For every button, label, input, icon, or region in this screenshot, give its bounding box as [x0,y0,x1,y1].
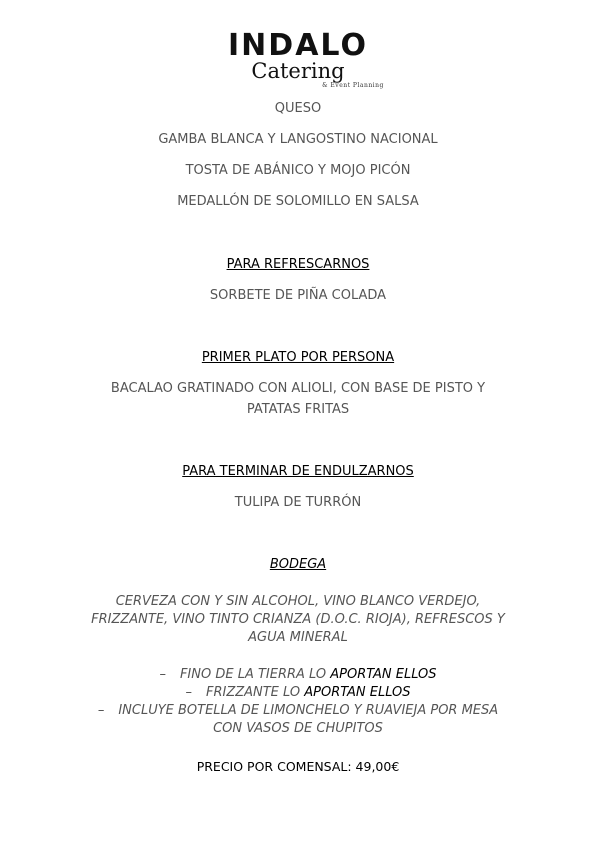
note-emphasis: APORTAN ELLOS [304,685,411,700]
bodega-note [0,666,596,684]
note-dash: – [159,667,166,682]
starter-item: TOSTA DE ABÁNICO Y MOJO PICÓN [185,163,411,178]
logo-subtitle: Catering [251,59,345,83]
starter-item: QUESO [274,101,322,116]
logo [0,30,596,90]
dessert-item: TULIPA DE TURRÓN [234,495,362,510]
note-text: INCLUYE BOTELLA DE LIMONCHELO Y RUAVIEJA POR MESA [118,703,499,718]
section-heading-first: PRIMER PLATO POR PERSONA [201,350,395,365]
note-dash: – [97,703,105,718]
starter-item: MEDALLÓN DE SOLOMILLO EN SALSA [177,194,419,209]
logo-tagline: & Event Planning [322,82,384,89]
bodega-line: FRIZZANTE, VINO TINTO CRIANZA (D.O.C. RIOJA), REFRESCOS Y [91,612,505,627]
bodega-line: AGUA MINERAL [248,630,348,645]
first-course-line: BACALAO GRATINADO CON ALIOLI, CON BASE DE PISTO Y [110,381,486,396]
bodega-note [0,702,596,720]
first-course-line: PATATAS FRITAS [246,402,350,417]
starter-item: GAMBA BLANCA Y LANGOSTINO NACIONAL [158,132,438,147]
note-text: FINO DE LA TIERRA LO [179,667,331,682]
logo-title: INDALO [228,28,368,63]
bodega-note [0,684,596,702]
bodega-note-continued: CON VASOS DE CHUPITOS [213,721,383,736]
section-heading-dessert: PARA TERMINAR DE ENDULZARNOS [182,464,414,479]
note-emphasis: APORTAN ELLOS [330,667,437,682]
bodega-line: CERVEZA CON Y SIN ALCOHOL, VINO BLANCO VERDEJO, [115,594,481,609]
section-heading-bodega: BODEGA [269,557,327,572]
refresh-item: SORBETE DE PIÑA COLADA [209,288,387,303]
section-heading-refresh: PARA REFRESCARNOS [226,257,370,272]
note-text: FRIZZANTE LO [205,685,305,700]
price-per-guest: PRECIO POR COMENSAL: 49,00€ [196,759,400,774]
note-dash: – [185,685,192,700]
